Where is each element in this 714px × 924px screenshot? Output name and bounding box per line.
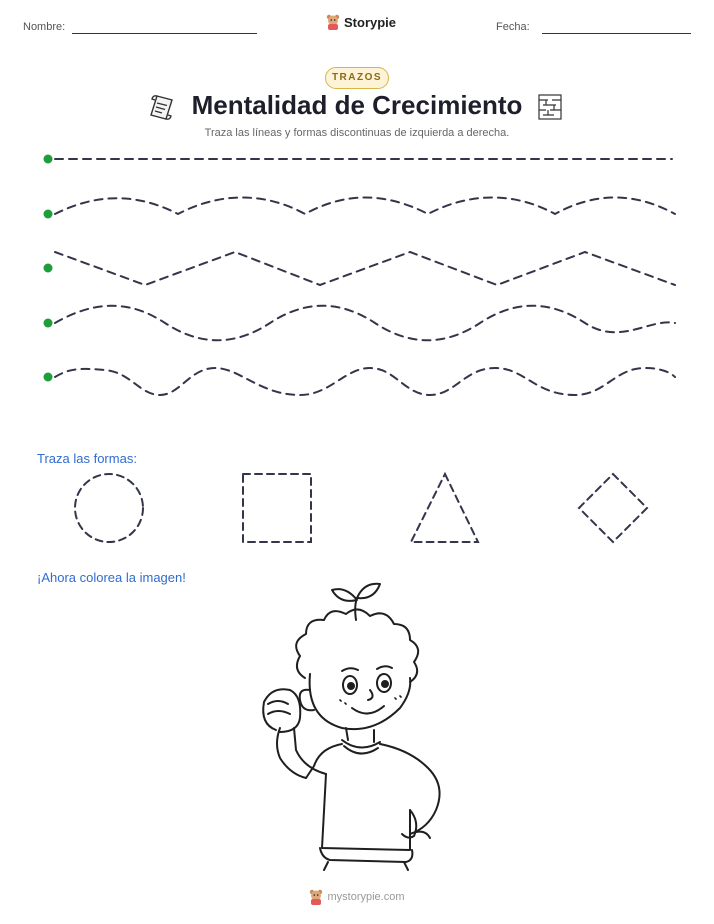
tracing-line-zigzag[interactable] — [55, 252, 675, 285]
start-dot — [44, 210, 53, 219]
tracing-line-wave-3[interactable] — [55, 368, 675, 395]
start-dot — [44, 373, 53, 382]
name-label: Nombre: — [23, 21, 66, 33]
start-dot — [44, 264, 53, 273]
brand-logo — [326, 14, 396, 30]
name-field[interactable] — [72, 33, 257, 34]
maze-icon — [538, 94, 562, 120]
tracing-line-wave-1[interactable] — [55, 198, 675, 215]
tracing-lines-area — [0, 140, 714, 400]
shape-diamond[interactable] — [579, 474, 647, 542]
bear-logo-icon — [326, 14, 340, 30]
shapes-area — [0, 468, 714, 548]
category-badge: TRAZOS — [325, 67, 389, 89]
date-label: Fecha: — [496, 21, 530, 33]
start-dot — [44, 155, 53, 164]
coloring-section-label: ¡Ahora colorea la imagen! — [37, 570, 186, 585]
footer-url[interactable]: mystorypie.com — [327, 891, 405, 903]
page-title: Mentalidad de Crecimiento — [191, 90, 523, 120]
boy-illustration[interactable] — [250, 578, 465, 873]
footer — [0, 889, 714, 905]
start-dot — [44, 319, 53, 328]
brand-name: Storypie — [344, 14, 397, 30]
tracing-line-wave-2[interactable] — [55, 306, 675, 341]
bear-logo-icon — [309, 889, 323, 905]
shape-triangle[interactable] — [411, 474, 478, 542]
instructions: Traza las líneas y formas discontinuas de izquierda a derecha. — [204, 127, 510, 139]
shapes-section-label: Traza las formas: — [37, 451, 137, 466]
shape-circle[interactable] — [75, 474, 143, 542]
shape-square[interactable] — [243, 474, 311, 542]
date-field[interactable] — [542, 33, 691, 34]
